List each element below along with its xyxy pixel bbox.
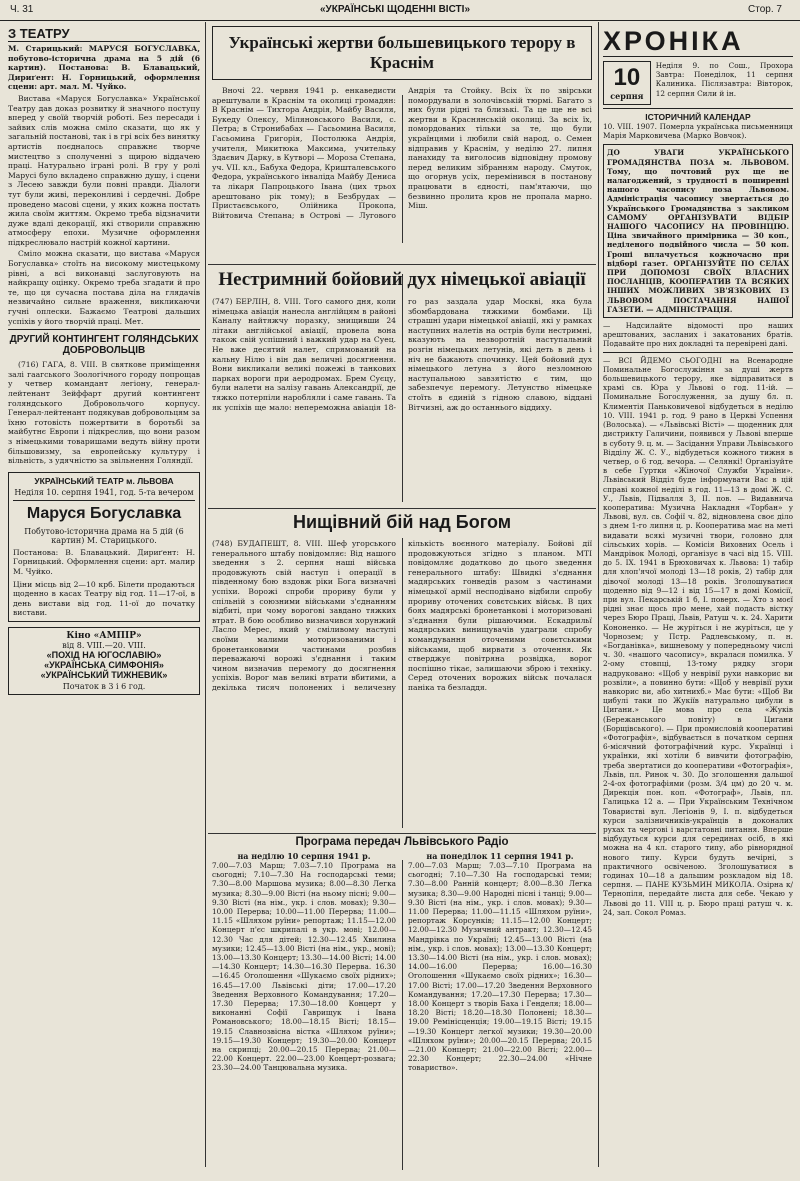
ad-genre: Побутово-історична драма на 5 дій (6 картин) М. Старицького. [24,526,184,545]
ad-theatre-name: УКРАЇНСЬКИЙ ТЕАТР м. ЛЬВОВА [34,475,174,486]
radio-day-1: на неділю 10 серпня 1941 р. [237,851,371,861]
kino-film-3: «УКРАЇНСЬКИЙ ТИЖНЕВИК» [40,669,168,680]
date-month: серпня [610,91,644,101]
kino-film-2: «УКРАЇНСЬКА СИМФОНІЯ» [44,659,164,670]
notice-text: ДО УВАГИ УКРАЇНСЬКОГО ГРОМАДЯНСТВА ПОЗА м. ЛЬВОВОМ. Тому, що почтовий рух ще не налагоджений, з трудності в поширенні нашого часопису поза Львовом. Адміністрація часопису звертається до Українського Громадянства з закликом САМОМУ ОРГАНІЗУВАТИ ВІДБІР НАШОГО ЧАСОПИСУ НА ПРОВІНЦІЮ. Ціна звичайного примірника — 30 коп., неділеного подвійного числа — 50 коп. Гроші вплачується кожночасно при відборі газет. ОРГАНІЗУЙТЕ ПО СЕЛАХ ПРИ ДОПОМОЗІ СВОЇХ ВЛАСНИХ ПОСЛАНЦІВ, КООПЕРАТИВ ТА ВСЯКИХ ІНШИХ МОЖЛИВИХ ЗВ'ЯЗКОВИХ ІЗ ЛЬВОВОМ ПОСТАЧАННЯ НАШОЇ ГАЗЕТИ. — АДМІНІСТРАЦІЯ. [607,148,789,314]
kino-title: Кіно «АМПІР» [66,630,142,641]
aviation-article [212,268,592,503]
radio-day-2: на понеділок 11 серпня 1941 р. [426,851,574,861]
date-box [603,61,651,105]
kino-start: Початок в 3 і 6 год. [62,681,146,691]
radio-program [212,836,592,1176]
theatre-ad [8,472,200,622]
date-day: 10 [613,64,641,91]
theatre-review-intro: М. Старицький: МАРУСЯ БОГУСЛАВКА, побутово-історична драма на 5 дій (6 картин). Постанова: В. Блавацький, Дириґент: Н. Горницький, оформлення сцени: арт. мал. М. Чуйко. [8,44,200,92]
calendar-title: ІСТОРИЧНИЙ КАЛЕНДАР [645,112,751,122]
page-label: Стор. 7 [748,4,782,15]
lead-title: Українські жертви большевицького терору в Краснім [212,26,592,80]
chronicle-title: ХРОНІКА [603,26,793,57]
contingent-title: ДРУГИЙ КОНТИНГЕНТ ГОЛЯНДСЬКИХ ДОБРОВОЛЬЦІВ [9,334,199,357]
page-number-left: Ч. 31 [10,4,34,15]
radio-title: Програма передач Львівського Радіо [295,836,509,848]
aviation-text: (747) БЕРЛІН, 8. VIII. Того самого дня, коли німецька авіація нанесла англійцям в районі Каналу найтяжчу поразку, знищивши 24 літаки англійської авіації, провела вона також свій успішний і важкий удар на Суец. Не вже десятий налет, спрямований на кальну Нілю і він дав величні досягнення. Вони викликали великі пожежі в танкових парках вороги при аеродромах. Брем Суєцу, були налети на залізу гавань Александрії, де тяжко потерпіли наробляли і саме гавань. Та як успіхів ще мало: непереможна авіація 18-го раз заздала удар Москві, яка була збомбардована тяжкими бомбами. Ці страшні удари німецької авіації, які у рамках наступних налетів на острів були нестримні, вказують на незворотній наступальний розгін німецьких летунів, які деть в день і ніч не бажають спочинку. Цей бойовий дух німецького летуна з його незломною наступальною завзятістю є тим, що забезпечує перемогу. Летунство німецьке стоїть в єдиній з гідною славою, віддані Вітчизні, аж до останнього віддиху. [212,297,592,412]
ad-prices: Ціни місць від 2—10 крб. Білети продаються щоденно в касах Театру від год. 11—17-ої, в день вистави від год. 11-ої до початку вистави. [13,579,195,618]
aviation-title: Нестримний бойовий дух німецької авіації [218,269,586,290]
chronicle-items: — ВСІ ЙДЕМО СЬОГОДНІ на Всенародне Поминальне Богослужіння за душі жертв большевицького терору, яке відправиться в храмі св. Юра у Львові о год. 11-ій. — Поминальне Богослуження, за душу бл. п. Климентія Паньковичевої відбудеться в неділю 10. VIII. 1941 р. год. 9 рано в Церкві Успення (Волоська). — «Львівські Вісті» — щоденник для дистрикту Галичини, появився у Львові вперше в суботу 9. ц. м. — Засідання Управи Львівського Відділу Ж. С. У., відбудеться кожного тижня в четвер, о 6 год. вечора. — Селянкі! Організуйте в себе Гуртки «Жіночої Служби України». Львівський Відділ буде інформувати Вас в цій справі кожної неділі в год. 11—13 в домі Ж. С. У., Львів, Підвалля 3, II. пов. — Видавнича кооператива: Музична Накладня «Торбан» у Львові, вул. св. Софії ч. 82, відновлена своє діло з днем 1-го липня ц. р. Кооператива має на меті видавати всякі музичні твори, головно для сільських хорів. — Комісія Виховних Осель і Мандрівок Молоді, організує в часі від 15. VIII. до 5. IX. 1941 в Брюховичах к. Львова: 1) табір для хлоп'ячої молоді 13—18 років, 2) табір для дівочої молоді 13—18 років. Зголошуватися щоденно від 9—12 і від 15—17 в домі Комісії, при вул. Пекарській 1 б, I. поверх. — Хто з моєї рідні знає щось про мене, хай подасть вістку через Бюро Праці, Львів, Ратуш ч. к. 24. Харити Кононенко. — Не журіться і не журіться, це у Чорнозем; у Пстр. Радлевському, п. н. «Богданівка», вишневому у попередньому числі ч. 30. «нашого часопису», вкралася помилка. У 2-ому стовпці, 13-тому рядку згори надруковано: «Щоб у неврівії рухи навкорис ви розвіли», а повинно бути: «Щоб у неврівії рухи навкорис ви, або хитнихб.» Має бути: «Щоб Ви цибулі таки по Жукіїв натурально цибули в Цигани.» Це мова про села «Жуків (Бережанського повіту) в Цигани (Борщівського). — При промисловій кооперативі «Фотографія», відбувається в початком серпня 6-місячний фотографічний курс. Українці і українки, які хотіли б вивчити фотографію, треба звертатися до кооперативи «Фотографія», Львів, пл. Ринок ч. 30. До зголошення дальшої 2-4-ох фотографіями (розм. 3/4 цм) до 20 ч. м. Дирекція пон. коп. «Фотограф», Львів, пл. Галицька 12 а. — При Українським Технічном Товаристві вул. Легіонів 9, I. п. відбудеться курси залізничників-українців в доконалих рухах та чергові і варстатовні питання. Вперше відбудуться курси для серединах осіб, в які можна на 4 кл. старого типу, або рівнорядної нового типу. Курси будуть вечірні, з практичного освіченою. Зголошуватися в годинах 10—18 а дальшим розкладом від 18. серпня. — ПАНЕ КУЗЬМИН МИКОЛА. Озірна к/Тернопіля, передайте листа для себе. Чекаю у Львові до 11. VIII ц. р. Бюро праці ратуш ч. к. 24, зал. Сокол Ромаз. [603,355,793,917]
lead-article [212,26,592,261]
contingent-text: (716) ГАГА, 8. VIII. В святкове приміщення залі гаагського Зоологічного городу попрощав у четвер командант легіону, генерал-лейтенант Зейффарт другий контингент голяндського Добровольчого корпусу. Генерал-лейтенант подякував добровольцям за їхню готовість пожертвити в боротьбі за майбутнє Европи і підкреслив, що вони разом з німецькими товаришами ведуть війну проти більшовизму, за европейську культуру і вільність, з удячністю за звільнення Голяндії. [8,360,200,466]
date-info: Неділя 9. по Сош., Прохора Завтра: Понеділок, 11 серпня Калиника. Післязавтра: Вівторок, 12 серпня Сили й ін. [655,61,793,98]
bug-battle-text: (748) БУДАПЕШТ, 8. VIII. Шеф угорського генерального штабу повідомляє: Від нашого зведення з 2. серпня наші війська продовжують свій наступ і операції в південному бою вздовж ріки Бога визначні успіхи. Ворожі спроби прориву були у спільній з союзними військами з'єднанням відбиті, при чому ворогові завдано тяжких втрат. В бою особливо визначився хорунжий Ласло Мерес, який у сміливому наступі своїми малими моторизованими і бронетанковими частинами розбив переважаючі ворожі з'єднання і таким чином визначив перемогу до досягнення успіхів. Ворог мав великі втрати вбитими, а декілька тисяч полонених і величезну кількість воєнного матеріалу. Бойові дії продовжуються згідно з планом. МТІ повідомляє додатково до цього зведення генерального штабу: Швидкі з'єднання мадярських гонведів разом з частинами німецької армії несподівано відбили спробу прориву оточених совєтських військ. В цих боях мадярські бронетанкові і моторизовані з'єднання були рішаючими. Ескадрильї мадярських винищувачів удаграли спробу командування оточеними совєтськими військами, щоб вирвати з оточення. Як стверджує повітряна розвідка, ворог поспішно тікає, залишаючи зброю і техніку. Серед оточених ворожих військ почалася паніка та безладдя. [212,539,592,692]
left-column [8,26,200,1176]
theatre-review-body: Вистава «Маруся Богуславка» Української Театру дав доказ розвитку й значного поступу вперед у своїй творчій роботі. Без пересади і зайвих слів можна сміло сказати, що як у загальній постанові, так і в грі всіх без винятку артистів поєдналось справжнє творче мистецтво з сполученні з щирою віддачею праці. Натурально іграні ролі. В гру у ролі Марусі було вкладено справжню душу, і сцени з Лесею завжди були повні правди. Діалоги тут були живі, переконливі і сердечні. Добре проведено масові сцени, у яких кожна постать жила своїм життям. Окремо треба відзначити дуже вдалі декорації, які створили справжню атмосферу епохи. Музичне оформлення підкреслювало настрій кожної картини. [8,93,200,247]
notice-box [603,144,793,318]
radio-schedule-2: 7.00—7.03 Марш; 7.03—7.10 Програма на сьогодні; 7.10—7.30 На господарські теми; 7.30—8.00 Ранній концерт; 8.00—8.30 Легка музика; 8.30—9.00 Народні пісні і танці; 9.00—9.30 Вісті (на нім., укр. і слов. мовах); 9.30—11.00 Перерва; 11.00—11.15 «Шляхом руїни», репортаж Корсунків; 11.15—12.00 Концерт; 12.00—12.30 Музичний антракт; 12.30—12.45 Мандрівка по Україні; 12.45—13.00 Вісті (на нім., укр. і слов. мовах); 13.00—13.30 Концерт; 13.30—14.00 Вісті (на нім., укр. і слов. мовах); 14.00—16.00 Перерва; 16.00—16.30 Оголошення «Шукаємо своїх рідних»; 16.30—17.00 Вісті; 17.00—17.20 Зведення Верховного Командування; 17.20—17.30 Перерва; 17.30—18.00 Концерт з творів Баха і Генделя; 18.00—18.20 Вісті; 18.20—18.30 Полонені; 18.30—19.00 Ремінісценція; 19.00—19.15 Вісті; 19.15—19.30 Концерт легкої музики; 19.30—20.00 «Шляхом руїни»; 20.00—20.15 Перерва; 20.15—21.00 Концерт; 21.00—22.00 Вісті; 22.00—22.30 Концерт; 22.30—24.00 «Нічне товариство». [408,861,592,1073]
lead-text: Вночі 22. червня 1941 р. енкаведисти арештували в Краснім та околиці громадян: В Краснім — Тихтора Андрія, Майбу Василя, Букеду Олексу, Міляновського Василя, с. Петра; в Стронибабах — Гасьомина Василя, Гасьомина Григорія, Постолюка Андрія, учителя, Микитюка Максима, учительку Здаєвич Дарку, в Кутворі — Мороза Степана, уч. VII. кл., Бабуха Федора, Кришталевського Федора, українського інваліда Майбу Дениса та лікаря Папроцького Івана (цих трьох арештовано рік тому); в Безбрудах — Пристаєвського, Олійника Прокопа, Війтовича Степана; в Острові — Лугового Андрія та Стойку. Всіх їх по звірськи помордували в золочівській тюрмі. Багато з них були рідні та близькі. Та це ще не всі жертви в Краснянській околиці. За всіх їх, помордованих тільки за те, що були українцями і любили свій народ, о. Семен відправив у Краснім, у неділю 27. липня панахиду та виголосив відповідну промову перед великим зібранням народу. Смуток, що огорнув усіх, перемінився в постанову працювати в єдності, пам'ятаючи, що безвинно пролита кров не пропала марно. Міш. [212,86,592,220]
kino-dates: від 8. VIII.—20. VIII. [62,640,146,650]
calendar-text: 10. VIII. 1907. Померла українська письменниця Марія Марковичева (Марко Вовчок). [603,122,793,141]
kino-film-1: «ПОХІД НА ЮГОСЛАВІЮ» [46,649,162,660]
bug-battle-article [212,510,592,832]
ad-credits: Постанова: В. Блавацький. Дириґент: Н. Горницький. Оформлення сцени: арт. малир М. Чуйко. [13,547,195,576]
theatre-review-tail: Сміло можна сказати, що вистава «Маруся Богуславка» стоїть на високому мистецькому рівні, а всі виконавці заслуговують на найкращу оцінку. Окремо треба згадати й про те, що ця сучасна постава діла на глядачів незвичайно сильне враження, викликаючи гучні оплески. Бажаємо Театрові дальших успіхів у його творчій праці. Мет. [8,249,200,326]
chronicle-column [603,26,793,1176]
bug-battle-title: Нищівний бій над Богом [292,512,512,532]
ad-date: Неділя 10. серпня 1941, год. 5-та вечером [14,487,194,497]
radio-schedule-1: 7.00—7.03 Марш; 7.03—7.10 Програма на сьогодні; 7.10—7.30 На господарські теми; 7.30—8.00 Маршова музика; 8.00—8.30 Легка музика; 8.30—9.00 Вісті (на ньому пісні; 9.00—9.30 Вісті (на нім., укр. і слов. мовах); 9.30—10.00 Перерва; 10.00—11.00 Перерва; 11.00—11.15 «Шляхом руїни» репортаж; 11.15—12.00 Концерт п'єс шкрипалі в укр. мові; 12.00—12.30 Час для дітей; 12.30—12.45 Хвилина музики; 12.45—13.00 Вісті (на нім., укр., мові); 13.00—13.30 Концерт; 13.30—14.00 Вісті; 14.00—14.30 Концерт; 14.30—16.30 Перерва. 16.30—16.45 Оголошення «Шукаємо своїх рідних»; 16.45—17.00 Львівські діти; 17.00—17.20 Зведення Верховного Командування; 17.20—17.30 Перерва; 17.30—18.00 Концерт у виконанні Софії Гаврищук і Івана Романовського; 18.00—18.15 Вісті; 18.15—19.15 Славнозвісна вістка «Шляхом руїни»; 19.15—19.30 Концерт; 19.30—20.00 Концерт на скрипці; 20.00—20.15 Перерва; 21.00—22.00 Концерт. 22.00—23.00 Концерт-розвага; 23.30—24.00 Танцювальна музика. [212,861,397,1073]
paper-name: «УКРАЇНСЬКІ ЩОДЕННІ ВІСТІ» [320,4,470,15]
kino-ad [8,627,200,695]
prisoners-note: — Надсилайте відомості про наших арештованих, засланих і закатованих братів. Подавайте про них докладні та перевірені дані. [603,321,793,349]
page-header [0,0,800,21]
theatre-section-title: З ТЕАТРУ [8,26,200,42]
ad-play-title: Маруся Богуславка [26,504,182,522]
